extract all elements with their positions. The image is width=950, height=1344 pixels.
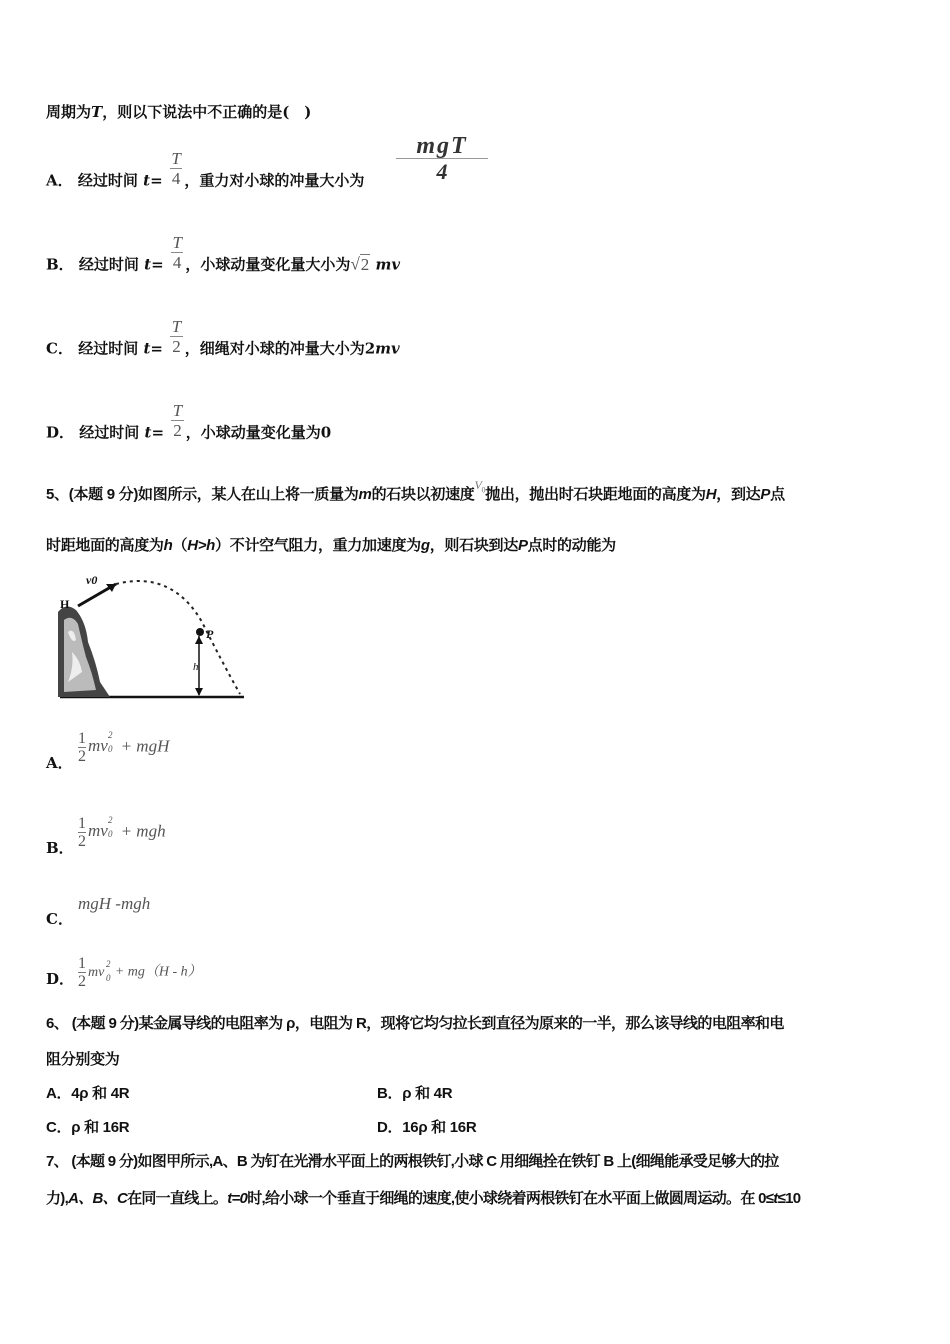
q5-option-d-label[interactable]: D． (46, 970, 75, 988)
mv: mv (88, 736, 108, 756)
option-result: 0 (320, 423, 332, 442)
fraction-den: 2 (173, 421, 182, 440)
q4-stem-text: 周期为 (46, 103, 92, 121)
fraction-num: 1 (78, 815, 86, 832)
equals: = (150, 339, 163, 358)
text: 点 (770, 486, 785, 503)
q5-option-a-label[interactable]: A． (46, 754, 73, 772)
var-g: g (420, 537, 430, 554)
fraction-den: 2 (78, 748, 86, 765)
fraction (170, 150, 183, 189)
option-label: A． (46, 171, 73, 190)
option-text: 4ρ 和 4R (71, 1085, 130, 1102)
P-label: P (206, 627, 214, 641)
option-label: B． (377, 1085, 403, 1102)
option-prefix: 经过时间 (78, 339, 139, 358)
fraction-num: 1 (78, 730, 86, 747)
q6-option-c[interactable] (46, 1118, 129, 1138)
q6-stem-line2: 阻分别变为 (46, 1051, 120, 1068)
text: 力), (46, 1190, 69, 1207)
var-t: t (773, 1190, 778, 1207)
v0-label: v0 (86, 573, 98, 587)
sup: 2 (106, 958, 111, 969)
text: ，则石块到达 (429, 537, 518, 554)
q6-option-a[interactable] (46, 1084, 129, 1104)
q5-stem-line2 (46, 536, 616, 556)
fraction-den: 4 (396, 158, 488, 185)
sub: 0 (106, 972, 111, 983)
q4-option-a[interactable] (46, 149, 365, 201)
fraction-den: 4 (171, 169, 181, 188)
fraction-num: T (171, 149, 181, 168)
equals: = (151, 255, 164, 274)
q5-stem-line1 (46, 478, 785, 510)
fraction-num: T (172, 401, 183, 420)
formula-rest: + mgH (120, 736, 170, 756)
fraction (170, 318, 183, 357)
mv: mv (88, 964, 105, 980)
option-result: mv (375, 255, 401, 274)
result-fraction (396, 134, 488, 185)
formula-rest: + mgh (120, 821, 166, 841)
v0-sub: 0 (481, 485, 486, 495)
mv: mv (88, 821, 108, 841)
var-t: t (144, 423, 152, 442)
option-label: D． (377, 1119, 403, 1136)
q4-stem-rest: ，则以下说法中不正确的是( ) (102, 103, 312, 121)
var-P: P (760, 486, 771, 503)
text: ≤10 (777, 1190, 801, 1207)
sub: 0 (108, 744, 113, 755)
text: 时距地面的高度为 (46, 537, 164, 554)
q4-option-c[interactable] (46, 317, 400, 369)
fraction-num: 1 (78, 955, 86, 972)
sub: 0 (108, 829, 113, 840)
mv0-squared (88, 730, 113, 756)
option-label: C． (46, 339, 73, 358)
q4-option-b[interactable] (46, 233, 401, 285)
fraction (171, 234, 184, 273)
var-t: t (144, 255, 152, 274)
mv0-squared (88, 958, 111, 983)
option-mid: ，细绳对小球的冲量大小为 (184, 339, 365, 358)
q5-option-b-label[interactable]: B． (46, 839, 74, 857)
formula-rest: + mg（H - h） (114, 964, 202, 980)
var-t0: t=0 (227, 1190, 248, 1207)
fraction-num: mgT (416, 133, 468, 159)
option-prefix: 经过时间 (77, 171, 138, 190)
option-label: A． (46, 1085, 72, 1102)
text: （ (172, 537, 188, 554)
equals: = (150, 171, 163, 190)
sqrt: √2 (350, 254, 370, 274)
v0-symbol (474, 478, 486, 495)
var-t: t (143, 171, 151, 190)
option-mid: ，重力对小球的冲量大小为 (184, 171, 365, 190)
option-coef: 2 (364, 339, 376, 358)
condition: H>h (187, 537, 216, 554)
half-fraction (78, 815, 86, 850)
H-label: H (60, 597, 70, 611)
option-result: mv (375, 339, 400, 358)
q7-stem-line2 (46, 1189, 800, 1209)
var-m: m (358, 486, 372, 503)
q5-option-b-formula (78, 815, 166, 850)
option-prefix: 经过时间 (79, 423, 140, 442)
option-text: ρ 和 16R (71, 1119, 130, 1136)
fraction-num: T (172, 233, 182, 252)
text: 时,给小球一个垂直于细绳的速度,使小球绕着两根铁钉在水平面上做圆周运动。在 0≤ (247, 1190, 774, 1207)
q6-option-d[interactable] (377, 1118, 476, 1138)
sup: 2 (108, 730, 113, 741)
var-t: t (143, 339, 151, 358)
var-h: h (163, 537, 173, 554)
text: 5、(本题 9 分)如图所示，某人在山上将一质量为 (46, 486, 359, 503)
mv0-squared (88, 815, 113, 841)
fraction (171, 402, 184, 441)
text: 在同一直线上。 (127, 1190, 228, 1207)
fraction-num: T (171, 317, 182, 336)
option-label: D． (46, 423, 75, 442)
option-label: C． (46, 1119, 72, 1136)
option-mid: ，小球动量变化量为 (185, 423, 321, 442)
q5-option-c-label[interactable]: C． (46, 910, 73, 928)
text: 抛出，抛出时石块距地面的高度为 (485, 486, 706, 503)
equals: = (151, 423, 165, 442)
h-label: h (193, 661, 199, 673)
option-mid: ，小球动量变化量大小为 (185, 255, 351, 274)
q5-option-c-formula: mgH -mgh (78, 894, 151, 913)
q4-stem-T: T (91, 103, 103, 121)
var-H: H (705, 486, 717, 503)
text: ）不计空气阻力，重力加速度为 (215, 537, 421, 554)
text: 点时的动能为 (527, 537, 616, 554)
q5-option-a-formula (78, 730, 169, 765)
half-fraction (78, 730, 86, 765)
q7-stem-line1: 7、 (本题 9 分)如图甲所示,A、B 为钉在光滑水平面上的两根铁钉,小球 C 用细绳拴在铁钉 B 上(细绳能承受足够大的拉 (46, 1153, 779, 1170)
option-prefix: 经过时间 (78, 255, 139, 274)
q4-stem (46, 102, 311, 122)
projectile-figure (52, 572, 252, 707)
option-text: ρ 和 4R (402, 1085, 453, 1102)
fraction-den: 2 (172, 337, 181, 356)
sup: 2 (108, 815, 113, 826)
var-abc: A、B、C (68, 1190, 128, 1207)
q6-stem-line1: 6、 (本题 9 分)某金属导线的电阻率为 ρ，电阻为 R，现将它均匀拉长到直径为原来的一半，那么该导线的电阻率和电 (46, 1015, 784, 1032)
q5-option-d-formula (78, 955, 202, 990)
fraction-den: 2 (78, 833, 86, 850)
q4-option-d[interactable] (46, 401, 332, 453)
fraction-den: 4 (172, 253, 182, 272)
var-P: P (517, 537, 528, 554)
option-label: B． (46, 255, 74, 274)
fraction-den: 2 (78, 973, 86, 990)
v0-letter: V (474, 478, 482, 492)
option-text: 16ρ 和 16R (402, 1119, 477, 1136)
text: ，到达 (716, 486, 761, 503)
half-fraction (78, 955, 86, 990)
q6-option-b[interactable] (377, 1084, 452, 1104)
text: 的石块以初速度 (371, 486, 475, 503)
sqrt-value: 2 (360, 254, 370, 274)
